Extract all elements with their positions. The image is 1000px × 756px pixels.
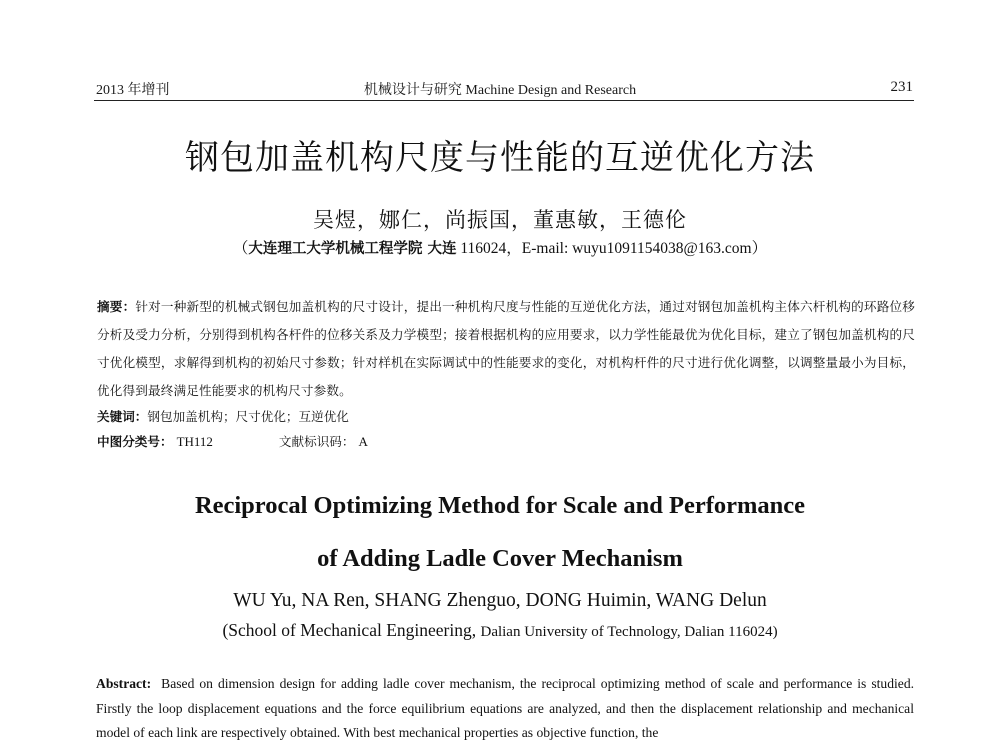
header-rule (94, 100, 914, 101)
cn-title: 钢包加盖机构尺度与性能的互逆优化方法 (185, 138, 815, 178)
en-abstract-label: Abstract: (96, 676, 152, 691)
cn-keywords (97, 406, 349, 425)
running-header-journal: 机械设计与研究 Machine Design and Research (363, 83, 637, 98)
cn-affil-contact: 116024，E-mail: wuyu1091154038@163.com） (456, 240, 768, 257)
en-abstract (96, 672, 914, 746)
cn-keywords-text: 钢包加盖机构；尺寸优化；互逆优化 (147, 409, 349, 424)
cn-affiliation (0, 236, 1000, 258)
en-authors: WU Yu, NA Ren, SHANG Zhenguo, DONG Huimin, WANG Delun (233, 590, 767, 611)
cn-doc-code: A (358, 434, 368, 449)
en-affil-university: Dalian University of Technology, Dalian 116024) (480, 624, 778, 640)
en-title-line1: Reciprocal Optimizing Method for Scale and Performance (194, 492, 806, 519)
cn-abstract-text: 针对一种新型的机械式钢包加盖机构的尺寸设计，提出一种机构尺度与性能的互逆优化方法，通过对钢包加盖机构主体六杆机构的环路位移分析及受力分析，分别得到机构各杆件的位移关系及力学模型；接着根据机构的应用要求，以力学性能最优为优化目标，建立了钢包加盖机构的尺寸优化模型，求解得到机构的初始尺寸参数；针对样机在实际调试中的性能要求的变化，对机构杆件的尺寸进行优化调整，以调整量最小为目标，优化得到最终满足性能要求的机构尺寸参数。 (97, 299, 916, 398)
cn-authors: 吴煜，娜仁，尚振国，董惠敏，王德伦 (313, 208, 687, 232)
cn-abstract-label: 摘要： (97, 299, 136, 314)
cn-classification (97, 431, 368, 450)
en-title-line2: of Adding Ladle Cover Mechanism (317, 545, 683, 572)
en-affil-main: (School of Mechanical Engineering, (222, 620, 481, 640)
cn-affil-institution: 大连理工大学机械工程学院 大连 (248, 241, 457, 257)
en-abstract-text: Based on dimension design for adding ladle cover mechanism, the reciprocal optimizing method of scale and performance is studied. Firstly the loop displacement equations and the force equilibrium equations are analyzed, and then the displacement relationship and mechanical model of each link are respectively obtained. With best mechanical properties as objective function, the (96, 676, 915, 740)
cn-class-code: TH112 (176, 434, 213, 449)
cn-abstract (97, 293, 915, 405)
cn-affil-open: （ (232, 240, 249, 257)
cn-keywords-label: 关键词： (97, 409, 148, 424)
cn-doc-label: 文献标识码： (278, 434, 355, 449)
en-affiliation (0, 620, 1000, 641)
page-number: 231 (890, 79, 913, 95)
running-header-year: 2013 年增刊 (96, 83, 170, 98)
cn-class-label: 中图分类号： (97, 434, 173, 449)
